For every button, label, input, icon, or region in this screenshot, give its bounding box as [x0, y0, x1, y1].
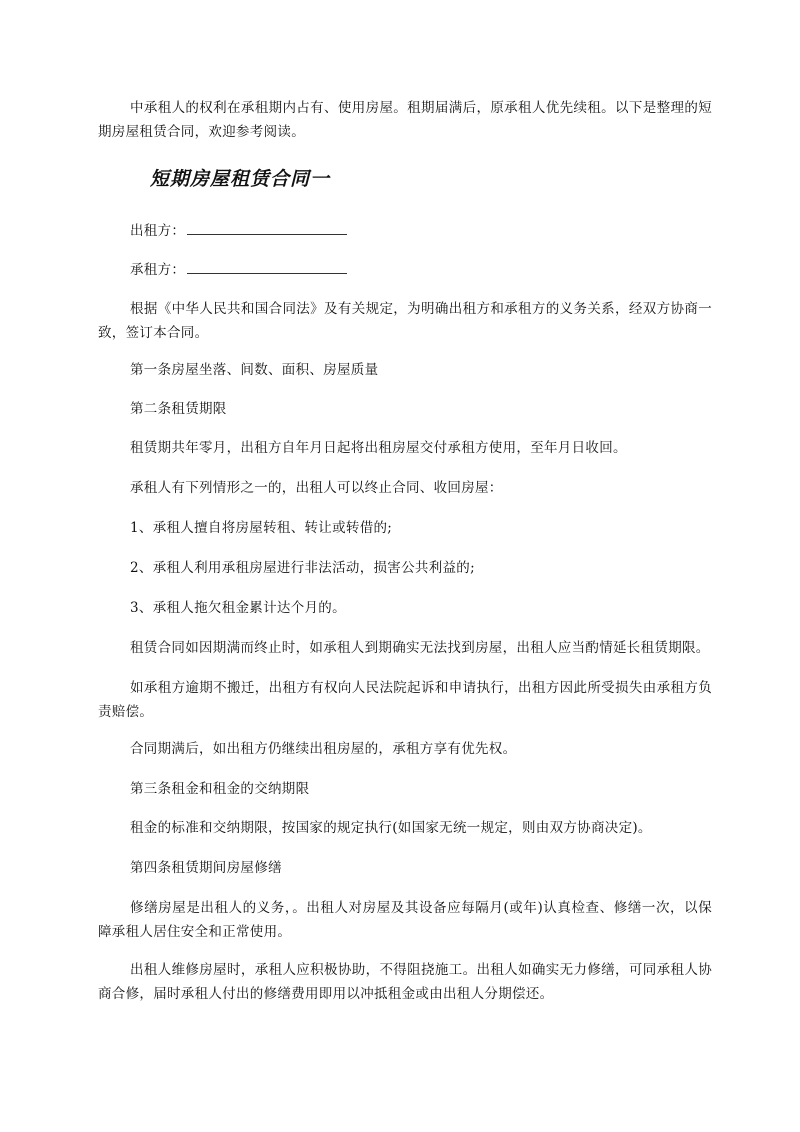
lessor-field — [98, 219, 712, 243]
paragraph-repair-duty: 修缮房屋是出租人的义务，。出租人对房屋及其设备应每隔月(或年)认真检查、修缮一次，以保障承租人居住安全和正常使用。 — [98, 900, 712, 940]
article-2-heading: 第二条租赁期限 — [130, 401, 227, 417]
list-item-1: 1、承租人擅自将房屋转租、转让或转借的; — [130, 520, 393, 536]
paragraph-priority: 合同期满后，如出租方仍继续出租房屋的，承租方享有优先权。 — [130, 741, 517, 757]
list-item-3: 3、承租人拖欠租金累计达个月的。 — [130, 600, 346, 616]
article-1-heading: 第一条房屋坐落、间数、面积、房屋质量 — [130, 362, 379, 378]
lessee-blank-line — [187, 259, 347, 274]
intro-paragraph: 中承租人的权利在承租期内占有、使用房屋。租期届满后，原承租人优先续租。以下是整理的短期房屋租赁合同，欢迎参考阅读。 — [98, 100, 712, 140]
lessee-field — [98, 258, 712, 282]
list-item-2: 2、承租人利用承租房屋进行非法活动，损害公共利益的; — [130, 560, 475, 576]
article-3-heading: 第三条租金和租金的交纳期限 — [130, 781, 310, 797]
paragraph-lease-term: 租赁期共年零月，出租方自年月日起将出租房屋交付承租方使用，至年月日收回。 — [130, 440, 627, 456]
paragraph-termination-conditions: 承租人有下列情形之一的，出租人可以终止合同、收回房屋： — [130, 480, 503, 496]
paragraph-extension: 租赁合同如因期满而终止时，如承租人到期确实无法找到房屋，出租人应当酌情延长租赁期限。 — [130, 640, 710, 656]
paragraph-basis: 根据《中华人民共和国合同法》及有关规定，为明确出租方和承租方的义务关系，经双方协商一致，签订本合同。 — [98, 301, 712, 341]
paragraph-repair-cooperation: 出租人维修房屋时，承租人应积极协助，不得阻挠施工。出租人如确实无力修缮，可同承租人协商合修，届时承租人付出的修缮费用即用以冲抵租金或由出租人分期偿还。 — [98, 962, 712, 1002]
paragraph-overdue: 如承租方逾期不搬迁，出租方有权向人民法院起诉和申请执行，出租方因此所受损失由承租方负责赔偿。 — [98, 680, 712, 720]
article-4-heading: 第四条租赁期间房屋修缮 — [130, 860, 282, 876]
lessee-label: 承租方： — [130, 262, 186, 278]
lessor-label: 出租方： — [130, 223, 186, 239]
document-title: 短期房屋租赁合同一 — [150, 168, 331, 190]
paragraph-rent-standard: 租金的标准和交纳期限，按国家的规定执行(如国家无统一规定，则由双方协商决定)。 — [130, 820, 652, 836]
lessor-blank-line — [187, 220, 347, 235]
